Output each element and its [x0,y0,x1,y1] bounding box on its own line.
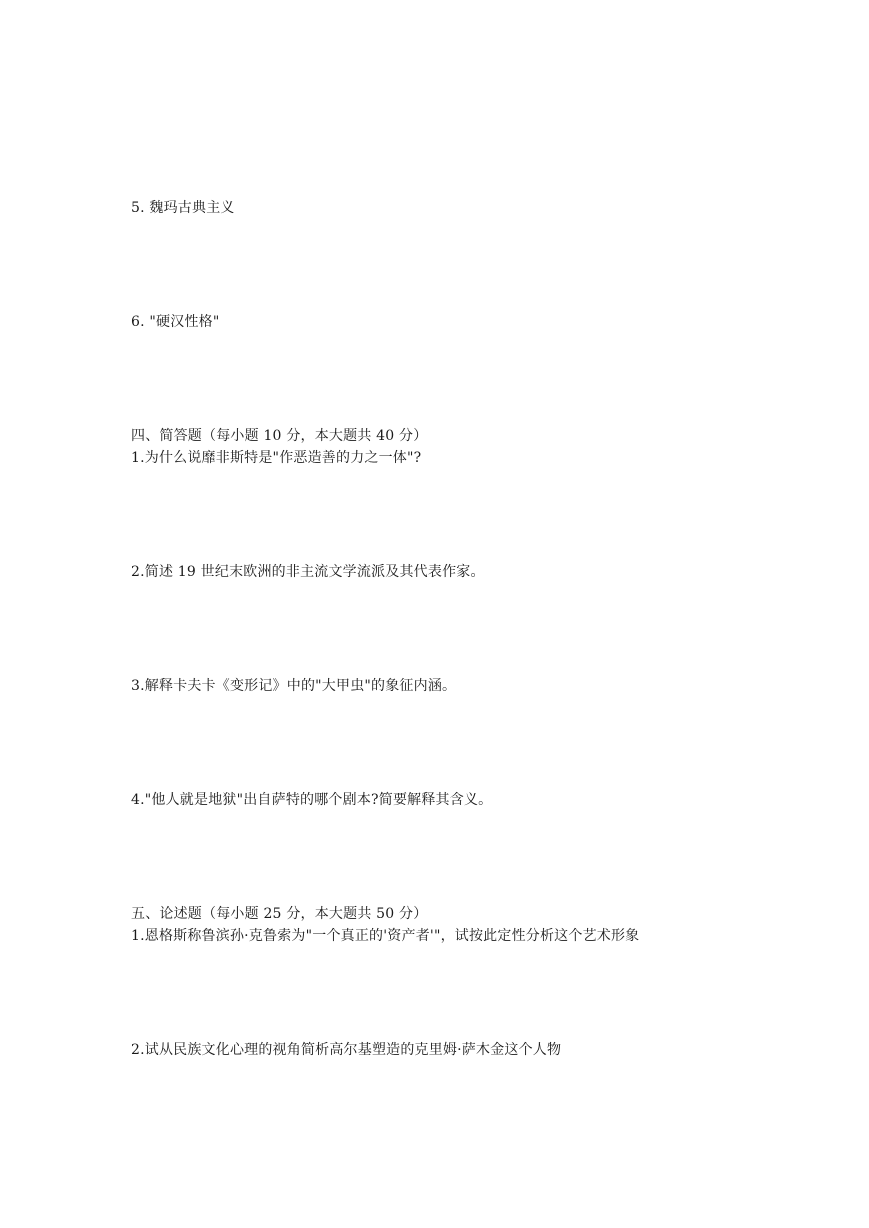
essay-question-2: 2.试从民族文化心理的视角简析高尔基塑造的克里姆·萨木金这个人物 [131,1042,562,1058]
short-answer-question-3: 3.解释卡夫卡《变形记》中的"大甲虫"的象征内涵。 [131,678,457,694]
short-answer-question-1: 1.为什么说靡非斯特是"作恶造善的力之一体"? [131,450,422,466]
term-question-6: 6. "硬汉性格" [131,314,220,330]
short-answer-question-4: 4."他人就是地狱"出自萨特的哪个剧本?简要解释其含义。 [131,792,493,808]
essay-question-1: 1.恩格斯称鲁滨孙·克鲁索为"一个真正的'资产者'"，试按此定性分析这个艺术形象 [131,928,640,944]
short-answer-question-2: 2.简述 19 世纪末欧洲的非主流文学流派及其代表作家。 [131,564,485,580]
section-heading-short-answer: 四、简答题（每小题 10 分，本大题共 40 分） [131,428,428,444]
term-question-5: 5. 魏玛古典主义 [131,200,235,216]
section-heading-essay: 五、论述题（每小题 25 分，本大题共 50 分） [131,906,428,922]
